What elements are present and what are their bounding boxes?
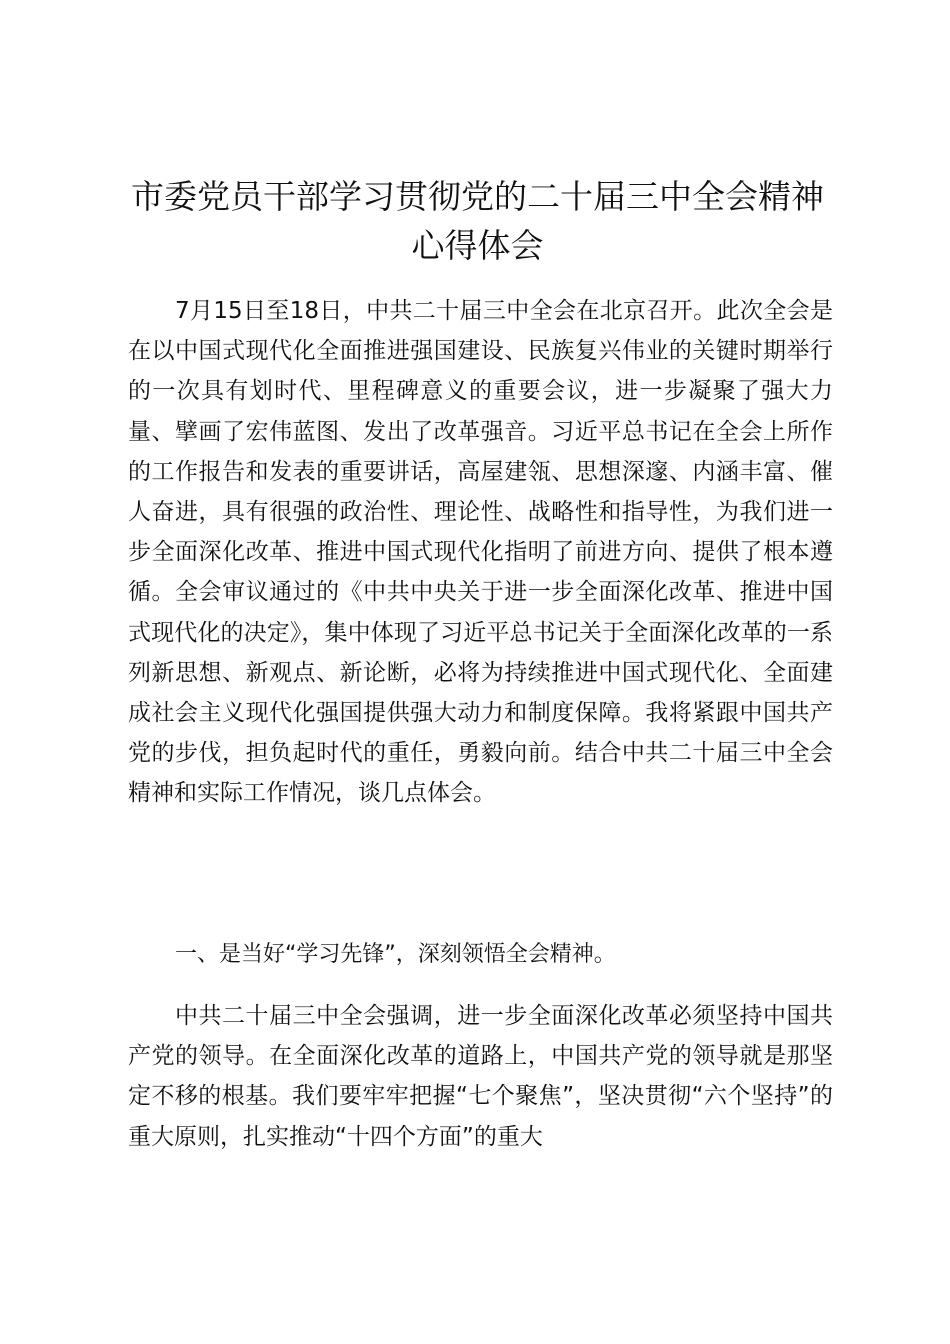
paragraph-intro: 7月15日至18日，中共二十届三中全会在北京召开。此次全会是在以中国式现代化全面推进强国建设、民族复兴伟业的关键时期举行的一次具有划时代、里程碑意义的重要会议，进一步凝聚了强大力量、擘画了宏伟蓝图、发出了改革强音。习近平总书记在全会上所作的工作报告和发表的重要讲话，高屋建瓴、思想深邃、内涵丰富、催人奋进，具有很强的政治性、理论性、战略性和指导性，为我们进一步全面深化改革、推进中国式现代化指明了前进方向、提供了根本遵循。全会审议通过的《中共中央关于进一步全面深化改革、推进中国式现代化的决定》，集中体现了习近平总书记关于全面深化改革的一系列新思想、新观点、新论断，必将为持续推进中国式现代化、全面建成社会主义现代化强国提供强大动力和制度保障。我将紧跟中国共产党的步伐，担负起时代的重任，勇毅向前。结合中共二十届三中全会精神和实际工作情况，谈几点体会。 [128, 298, 833, 807]
paragraph-section-1: 中共二十届三中全会强调，进一步全面深化改革必须坚持中国共产党的领导。在全面深化改革的道路上，中国共产党的领导就是那坚定不移的根基。我们要牢牢把握“七个聚焦”，坚决贯彻“六个坚持”的重大原则，扎实推动“十四个方面”的重大 [128, 1003, 833, 1150]
section-heading-1: 一、是当好“学习先锋”，深刻领悟全会精神。 [175, 942, 616, 967]
document-title: 市委党员干部学习贯彻党的二十届三中全会精神心得体会 [131, 177, 824, 265]
